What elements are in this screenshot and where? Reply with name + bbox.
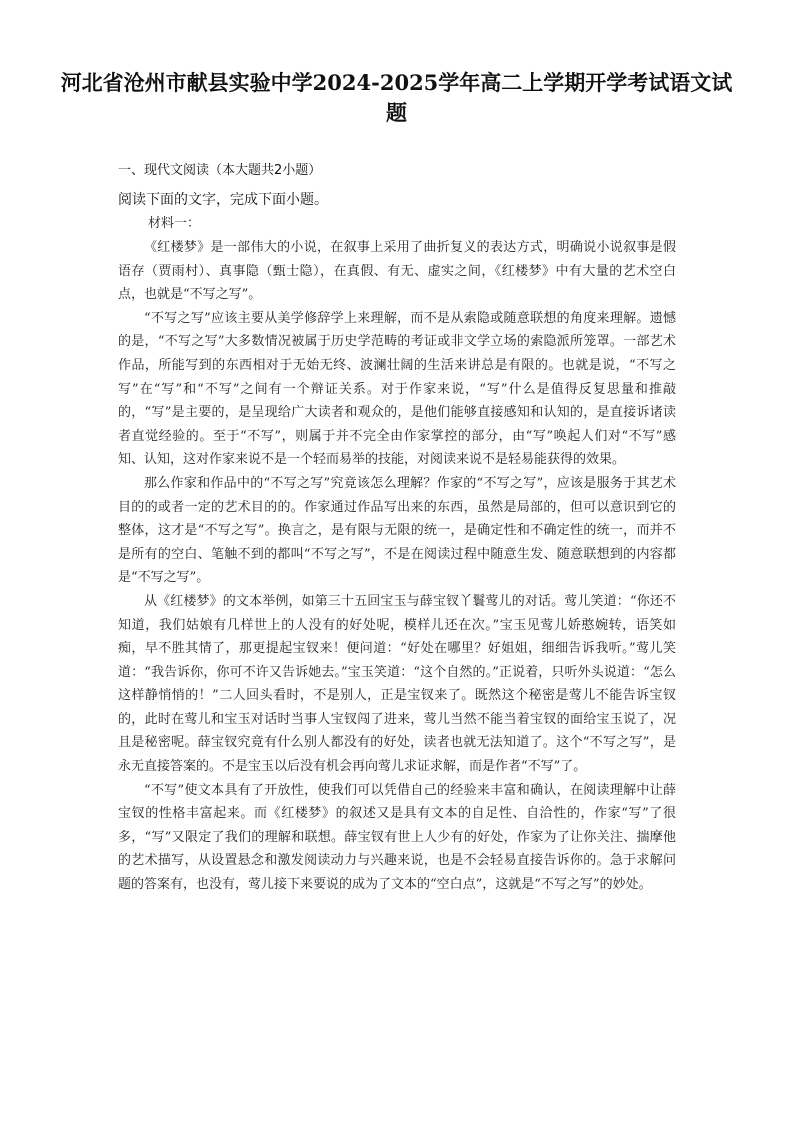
reading-instruction: 阅读下面的文字，完成下面小题。 — [118, 192, 328, 208]
paragraph: 那么作家和作品中的“不写之写”究竟该怎么理解？作家的“不写之写”，应该是服务于其艺术目的的或者一定的艺术目的的。作家通过作品写出来的东西，虽然是局部的，但可以意识到它的整体，这才是“不写之写”。换言之，是有限与无限的统一，是确定性和不确定性的统一，而并不是所有的空白、笔触不到的都叫“不写之写”，不是在阅读过程中随意生发、随意联想到的内容都是“不写之写”。 — [118, 475, 676, 586]
page-title: 河北省沧州市献县实验中学2024-2025学年高二上学期开学考试语文试题 — [60, 70, 733, 125]
article-body — [118, 236, 676, 897]
paragraph: 《红楼梦》是一部伟大的小说，在叙事上采用了曲折复义的表达方式，明确说小说叙事是假语存（贾雨村）、真事隐（甄士隐），在真假、有无、虚实之间，《红楼梦》中有大量的艺术空白点，也就是“不写之写”。 — [118, 240, 676, 303]
paragraph: “不写”使文本具有了开放性，使我们可以凭借自己的经验来丰富和确认，在阅读理解中让薛宝钗的性格丰富起来。而《红楼梦》的叙述又是具有文本的自足性、自洽性的，作家“写”了很多，“写”又限定了我们的理解和联想。薛宝钗有世上人少有的好处，作家为了让你关注、揣摩他的艺术描写，从设置悬念和激发阅读动力与兴趣来说，也是不会轻易直接告诉你的。急于求解问题的答案有，也没有，莺儿接下来要说的成为了文本的“空白点”，这就是“不写之写”的妙处。 — [118, 782, 676, 893]
paragraph: 从《红楼梦》的文本举例，如第三十五回宝玉与薛宝钗丫鬟莺儿的对话。莺儿笑道：“你还不知道，我们姑娘有几样世上的人没有的好处呢，模样儿还在次。”宝玉见莺儿娇憨婉转，语笑如痴，早不胜其情了，那更提起宝钗来！便问道：“好处在哪里？好姐姐，细细告诉我听。”莺儿笑道：“我告诉你，你可不许又告诉她去。”宝玉笑道：“这个自然的。”正说着，只听外头说道：“怎么这样静悄悄的！”二人回头看时，不是别人，正是宝钗来了。既然这个秘密是莺儿不能告诉宝钗的，此时在莺儿和宝玉对话时当事人宝钗闯了进来，莺儿当然不能当着宝钗的面给宝玉说了，况且是秘密呢。薛宝钗究竟有什么别人都没有的好处，读者也就无法知道了。这个“不写之写”，是永无直接答案的。不是宝玉以后没有机会再向莺儿求证求解，而是作者“不写”了。 — [118, 593, 676, 775]
section-heading: 一、现代文阅读（本大题共2小题） — [118, 163, 322, 178]
paragraph: “不写之写”应该主要从美学修辞学上来理解，而不是从索隐或随意联想的角度来理解。遗憾的是，“不写之写”大多数情况被属于历史学范畴的考证或非文学立场的索隐派所笼罩。一部艺术作品，所能写到的东西相对于无始无终、波澜壮阔的生活来讲总是有限的。也就是说，“不写之写”在“写”和“不写”之间有一个辩证关系。对于作家来说，“写”什么是值得反复思量和推敲的，“写”是主要的，是呈现给广大读者和观众的，是他们能够直接感知和认知的，是直接诉诸读者直觉经验的。至于“不写”，则属于并不完全由作家掌控的部分，由“写”唤起人们对“不写”感知、认知，这对作家来说不是一个轻而易举的技能，对阅读来说不是轻易能获得的效果。 — [118, 310, 676, 468]
material-label: 材料一： — [148, 216, 201, 231]
